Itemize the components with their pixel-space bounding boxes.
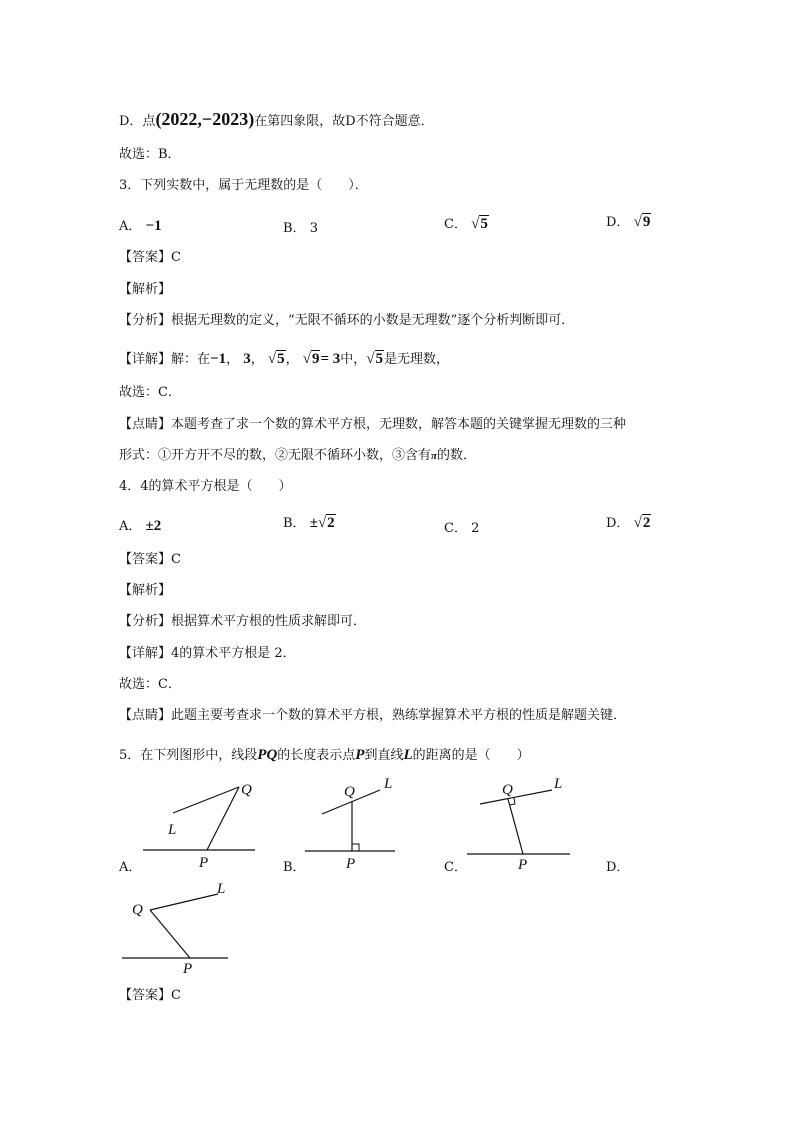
q2-d-label: D．点 (119, 114, 156, 129)
fig-b-label-p: P (346, 856, 356, 872)
q4-stem: 4．4的算术平方根是（ ） (119, 479, 292, 494)
q2-option-d (119, 109, 434, 132)
fig-c-label-l: L (554, 776, 563, 792)
figure-c (462, 772, 577, 872)
q5-answer: 【答案】C (119, 988, 181, 1003)
q3-dianjing-2: 形式：①开方开不尽的数，②无限不循环小数，③含有π的数． (119, 448, 477, 463)
fig-d-label-p: P (183, 961, 193, 976)
q5-option-d: D． (606, 860, 630, 875)
q3-choice: 故选：C． (119, 385, 181, 400)
fig-c-label-q: Q (502, 782, 513, 798)
q4-dianjing: 【点睛】此题主要考查求一个数的算术平方根，熟练掌握算术平方根的性质是解题关键． (119, 708, 627, 723)
q5-option-b: B． (283, 860, 306, 875)
q4-detail: 【详解】4的算术平方根是 2． (119, 646, 296, 661)
fig-a-label-l: L (168, 822, 177, 838)
q3-option-a: A． −1 (119, 218, 162, 234)
q3-option-b: B． 3 (283, 221, 318, 236)
fig-d-label-q: Q (132, 902, 143, 918)
fig-a-line-l (173, 787, 239, 813)
fig-c-label-p: P (518, 857, 528, 872)
fig-c-segment-pq (508, 799, 523, 854)
fig-a-label-q: Q (241, 782, 252, 798)
q3-fenxi: 【分析】根据无理数的定义，“无限不循环的小数是无理数”逐个分析判断即可． (119, 313, 575, 328)
q2-d-point: (2022,−2023) (155, 109, 255, 129)
q3-option-c: C． √5 (444, 216, 488, 232)
fig-d-label-l: L (217, 881, 226, 897)
fig-c-line-l (480, 790, 552, 804)
q4-fenxi: 【分析】根据算术平方根的性质求解即可． (119, 614, 367, 629)
q4-choice: 故选：C． (119, 677, 181, 692)
q4-analysis-title: 【解析】 (119, 583, 172, 598)
figure-a (135, 775, 265, 870)
fig-d-line-l (150, 894, 218, 910)
q5-option-c: C． (444, 860, 467, 875)
figure-d (118, 876, 238, 976)
q3-stem: 3．下列实数中，属于无理数的是（ ）． (119, 178, 368, 193)
fig-b-label-q: Q (344, 784, 355, 800)
q5-option-a: A． (119, 860, 142, 875)
q2-choice: 故选：B． (119, 147, 181, 162)
q2-d-rest: 在第四象限，故D不符合题意． (254, 114, 434, 129)
fig-d-segment-pq (150, 910, 190, 958)
q4-option-b: B． ±√2 (283, 515, 335, 531)
q3-detail: 【详解】解：在−1， 3， √5， √9= 3中，√5是无理数， (119, 351, 450, 367)
fig-a-segment-pq (207, 787, 239, 850)
fig-b-right-angle (352, 844, 359, 851)
fig-b-label-l: L (384, 776, 393, 792)
q5-stem: 5．在下列图形中，线段PQ的长度表示点P到直线L的距离的是（ ） (119, 747, 530, 763)
figure-b (300, 772, 400, 872)
q3-analysis-title: 【解析】 (119, 282, 172, 297)
q4-option-a: A． ±2 (119, 518, 162, 534)
fig-a-label-p: P (199, 855, 209, 870)
q4-option-c: C． 2 (444, 521, 480, 536)
q4-option-d: D． √2 (606, 515, 651, 531)
q3-dianjing-1: 【点睛】本题考查了求一个数的算术平方根，无理数，解答本题的关键掌握无理数的三种 (119, 417, 627, 432)
q4-answer: 【答案】C (119, 552, 181, 567)
q3-option-d: D． √9 (606, 214, 651, 230)
q3-answer: 【答案】C (119, 250, 181, 265)
